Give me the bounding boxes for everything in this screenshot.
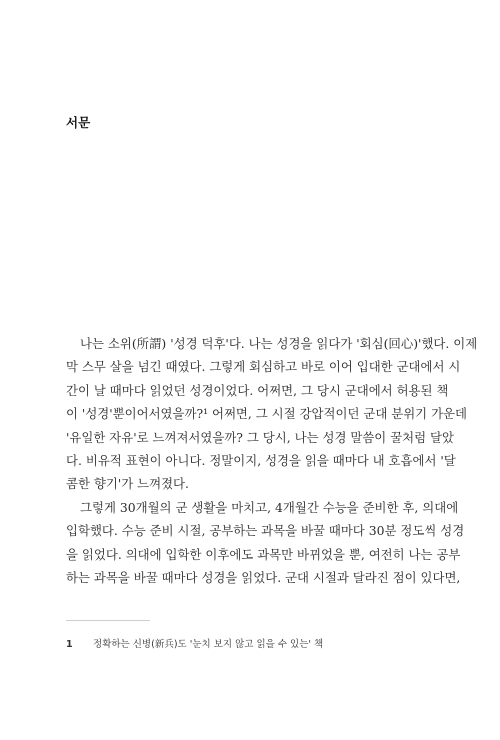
text-line: '유일한 자유'로 느껴져서였을까? 그 당시, 나는 성경 말씀이 꿀처럼 달았	[66, 429, 454, 445]
text-line: 간이 날 때마다 읽었던 성경이었다. 어쩌면, 그 당시 군대에서 허용된 책	[66, 382, 449, 398]
text-line: 하는 과목을 바꿀 때마다 성경을 읽었다. 군대 시절과 달라진 점이 있다면,	[66, 570, 461, 586]
footnote-divider	[66, 620, 150, 621]
text-line: 그렇게 30개월의 군 생활을 마치고, 4개월간 수능을 준비한 후, 의대에	[80, 499, 459, 515]
text-line: 을 읽었다. 의대에 입학한 이후에도 과목만 바뀌었을 뿐, 여전히 나는 공부	[66, 546, 461, 562]
paragraph-2	[66, 496, 465, 590]
footnote-number: 1	[66, 639, 73, 650]
text-line: 나는 소위(所謂) '성경 덕후'다. 나는 성경을 읽다가 '회심(回心)'했다. 이제	[80, 336, 478, 351]
footnote	[66, 636, 323, 650]
footnote-text: 정확하는 신병(新兵)도 '눈치 보지 않고 읽을 수 있는' 책	[93, 639, 324, 650]
text-line: 막 스무 살을 넘긴 때였다. 그렇게 회심하고 바로 이어 입대한 군대에서 시	[66, 359, 461, 375]
text-line: 다. 비유적 표현이 아니다. 정말이지, 성경을 읽을 때마다 내 호흡에서 '달	[66, 453, 456, 469]
body-text	[66, 332, 478, 589]
text-line: 입학했다. 수능 준비 시절, 공부하는 과목을 바꿀 때마다 30분 정도씩 성경	[66, 523, 465, 539]
text-line: 콤한 향기'가 느껴졌다.	[66, 476, 189, 492]
section-heading: 서문	[66, 115, 91, 130]
paragraph-1	[66, 332, 478, 496]
text-line: 이 '성경'뿐이어서였을까?¹ 어쩌면, 그 시절 강압적이던 군대 분위기 가운데	[66, 406, 467, 422]
